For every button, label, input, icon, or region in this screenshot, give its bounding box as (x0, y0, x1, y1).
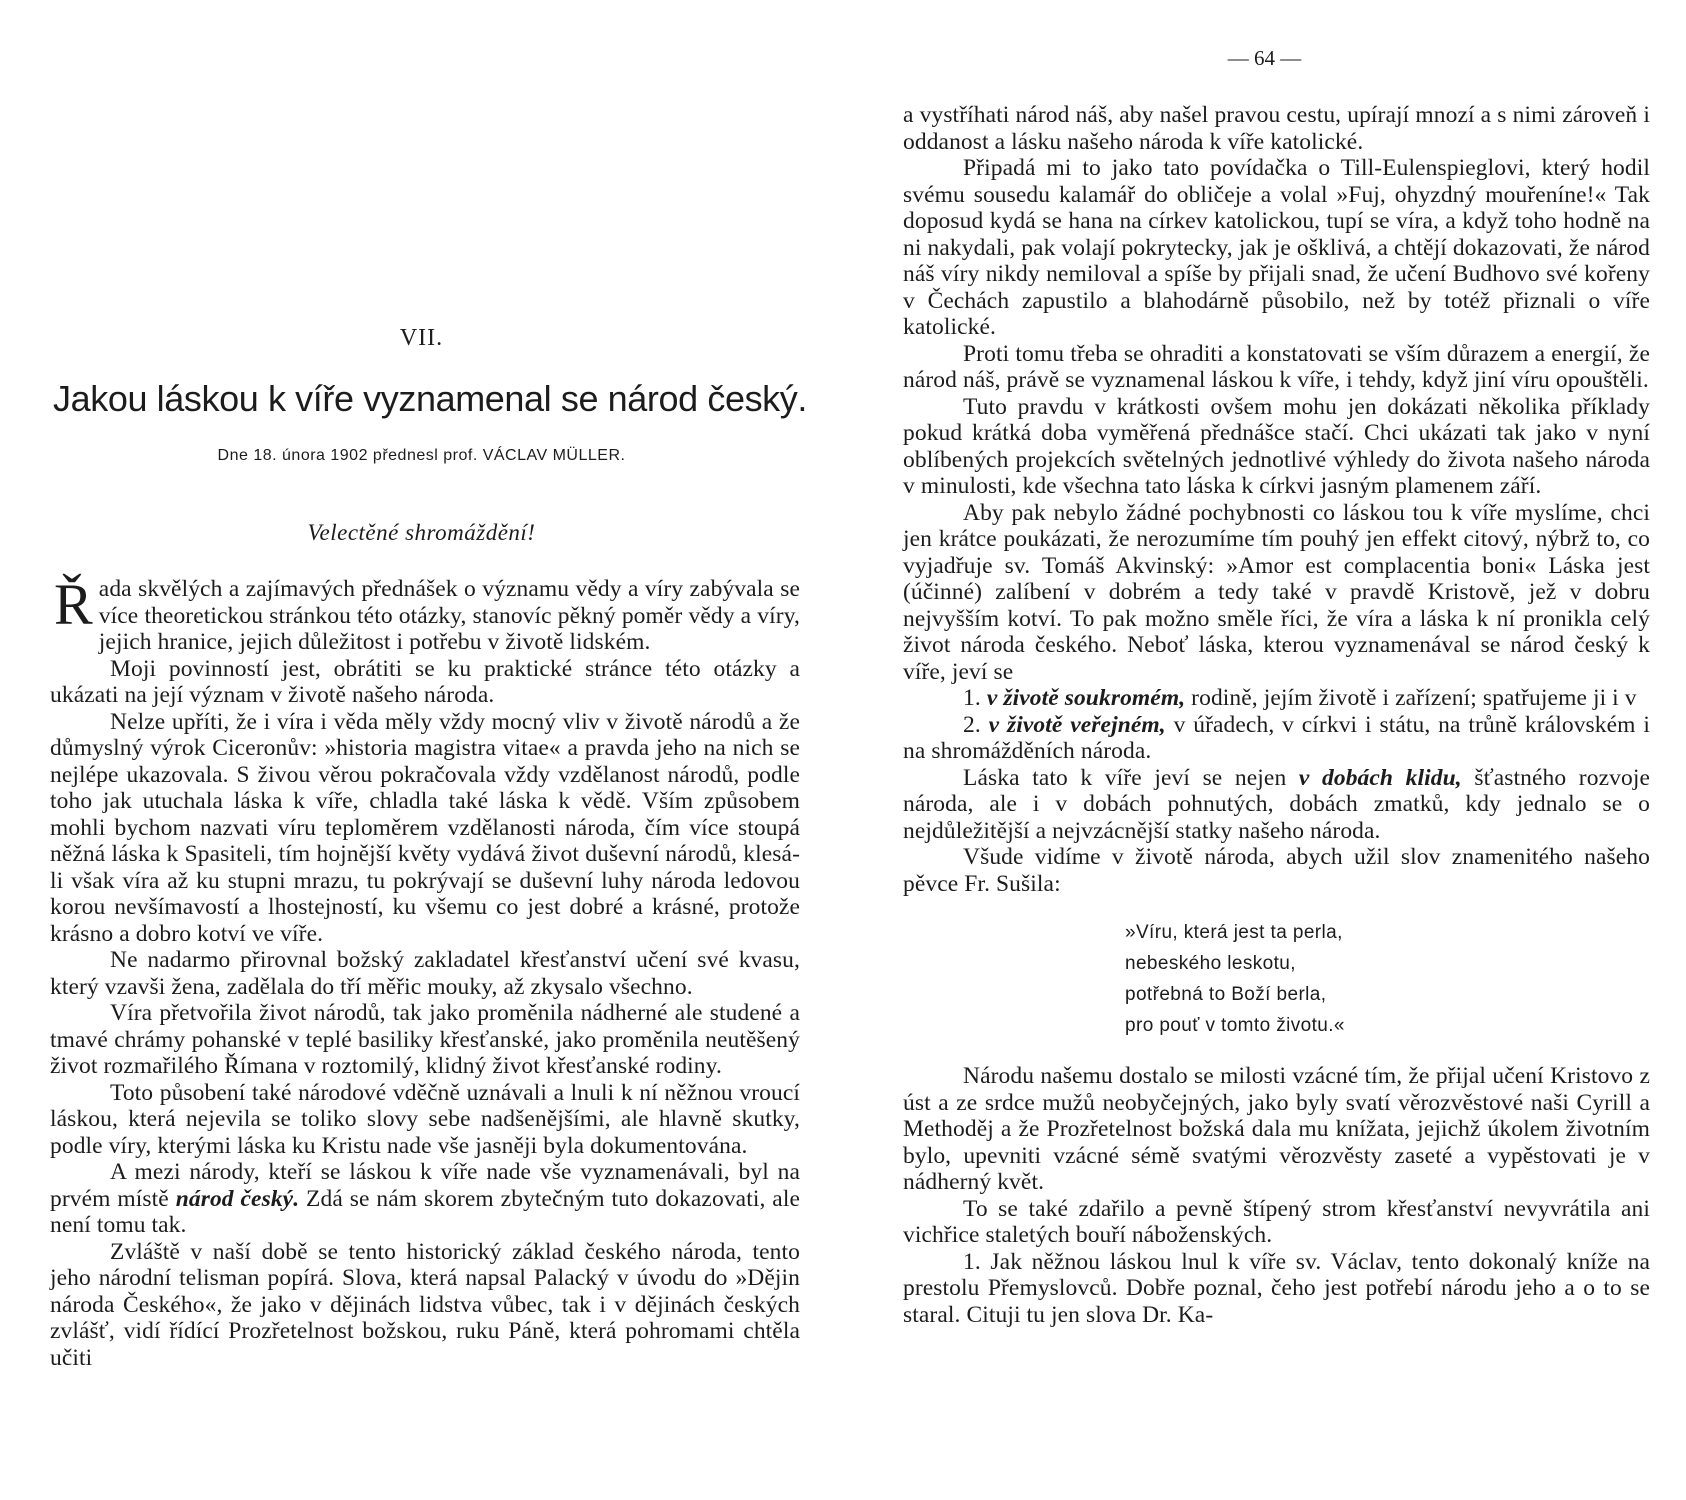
poem-line: pro pouť v tomto životu.« (1125, 1015, 1345, 1036)
paragraph: Moji povinností jest, obrátiti se ku praktické stránce této otázky a ukázati na její význam v životě našeho národa. (50, 655, 800, 708)
poem-line: potřebná to Boží berla, (1125, 984, 1327, 1005)
paragraph: Víra přetvořila život národů, tak jako proměnila nádherné ale studené a tmavé chrámy pohanské v teplé basiliky křesťanské, jako proměnila neutěšený život rozmařilého Římana v roztomilý, klidný život křesťanské rodiny. (50, 1000, 800, 1079)
paragraph-text: šťastného rozvoje národa, ale i v dobách pohnutých, dobách zmatků, kdy jednalo se o nejdůležitější a nejvzácnější statky našeho národa. (903, 764, 1650, 844)
paragraph: Nelze upříti, že i víra i věda měly vždy mocný vliv v životě národů a že důmyslný výrok Ciceronův: »historia magistra vitae« a pravda jeho na nich se nejlépe ukazovala. S živou věrou pokračovala vždy vzdělanost národů, podle toho jak utuchala láska k víře, chladla také láska k vědě. Vším způsobem mohli bychom nazvati víru teploměrem vzdělanosti národa, čím více stoupá něžná láska k Spasiteli, tím hojnější květy vydává život duševní národů, klesá-li však víra až ku stupni mrazu, tu pokrývají se duševní luhy národa ledovou korou nevšímavostí a lhostejností, ku všemu co jest dobré a krásné, protože krásno a dobro kotví ve víře. (50, 708, 800, 947)
poem-line: »Víru, která jest ta perla, (1125, 922, 1343, 943)
paragraph: Ne nadarmo přirovnal božský zakladatel křesťanství učení své kvasu, který vzavši žena, zadělala do tří měřic mouky, až zkysalo všechno. (50, 947, 800, 1000)
paragraph: Všude vidíme v životě národa, abych užil slov znamenitého našeho pěvce Fr. Sušila: (903, 844, 1650, 897)
list-number: 1. (963, 685, 981, 711)
list-number: 2. (963, 711, 981, 738)
paragraph (50, 1159, 800, 1239)
paragraph: Tuto pravdu v krátkosti ovšem mohu jen dokázati několika příklady pokud krátká doba vyměřená přednášce stačí. Chci ukázati tak jako v nyní oblíbených projekcích světelných jednotlivé výhledy do života našeho národa v minulosti, kde všechna tato láska k církvi jasným plamenem září. (903, 393, 1650, 499)
paragraph: Aby pak nebylo žádné pochybnosti co láskou tou k víře myslíme, chci jen krátce poukázati, že nerozumíme tím pouhý jen effekt citový, nýbrž to, co vyjadřuje sv. Tomáš Akvinský: »Amor est complacentia boni« Láska jest (účinné) zalíbení v dobrém a tedy také v pravdě Kristově, jež v dobru nejvyšším kotví. To pak možno směle říci, že víra a láska k ní pronikla celý život národa českého. Neboť láska, kterou vyznamenával se národ český k víře, jeví se (903, 499, 1650, 685)
list-item (903, 685, 1650, 712)
right-text-column (903, 102, 1650, 1328)
paragraph: Proti tomu třeba se ohraditi a konstatovati se vším důrazem a energií, že národ náš, právě se vyznamenal láskou k víře, i tehdy, když jiní víru opouštěli. (903, 340, 1650, 393)
paragraph-text: Láska tato k víře jeví se nejen (963, 764, 1299, 791)
paragraph: Připadá mi to jako tato povídačka o Till-Eulenspieglovi, který hodil svému sousedu kalamář do obličeje a volal »Fuj, ohyzdný mouřeníne!« Tak doposud kydá se hana na církev katolickou, tupí se víra, a když toho hodně na ni nakydali, pak volají pokrytecky, jak je ošklivá, a chtějí dokazovati, že národ náš víry nikdy nemiloval a spíše by přijali snad, že učení Budhovo své kořeny v Čechách zapustilo a blahodárně působilo, než by totéž přiznali o víře katolické. (903, 155, 1650, 340)
paragraph: Národu našemu dostalo se milosti vzácné tím, že přijal učení Kristovo z úst a ze srdce mužů neobyčejných, jako byly svatí věrozvěstové naši Cyrill a Methoděj a že Prozřetelnost božská dala mu knížata, jejichž úkolem životním bylo, upevniti vzácné sémě svatými věrozvěsty zaseté a vypěstovati je v nádherný květ. (903, 1063, 1650, 1195)
left-text-column (50, 572, 800, 1371)
paragraph-text: Zdá se nám skorem zbytečným tuto dokazovati, ale není tomu tak. (50, 1185, 800, 1238)
salutation: Velectěné shromáždění! (307, 520, 536, 545)
paragraph-text: A mezi národy, kteří se láskou k víře nade vše vyznamenávali, byl na prvém místě (50, 1159, 800, 1212)
paragraph (50, 572, 800, 656)
right-page (843, 0, 1686, 1500)
chapter-number: VII. (399, 325, 444, 351)
paragraph: 1. Jak něžnou láskou lnul k víře sv. Václav, tento dokonalý kníže na prestolu Přemyslovců. Dobře poznal, čeho jest potřebí národu jeho a o to se staral. Cituji tu jen slova Dr. Ka- (903, 1248, 1650, 1328)
emphasis-text: v životě veřejném, (988, 711, 1166, 738)
paragraph: a vystříhati národ náš, aby našel pravou cestu, upírají mnozí a s nimi zároveň i oddanost a lásku našeho národa k víře katolické. (903, 102, 1650, 155)
paragraph: Toto působení také národové vděčně uznávali a lnuli k ní něžnou vroucí láskou, která nejevila se toliko slovy sebe nadšenějšími, ale hlavně skutky, podle víry, kterými láska ku Kristu nade vše jasněji byla dokumentována. (50, 1079, 800, 1159)
paragraph: Zvláště v naší době se tento historický základ českého národa, tento jeho národní telisman popírá. Slova, která napsal Palacký v úvodu do »Dějin národa Českého«, že jako v dějinách lidstva vůbec, tak i v dějinách českých zvlášť, vidí řídící Prozřetelnost božskou, ruku Páně, která pohromami chtěla učiti (50, 1238, 800, 1371)
paragraph-text: v úřadech, v církvi i státu, na trůně královském i na shromážděních národa. (903, 711, 1651, 764)
list-item (903, 712, 1650, 765)
drop-cap: Ř (54, 572, 93, 637)
paragraph: To se také zdařilo a pevně štípený strom křesťanství nevyvrátila ani vichřice staletých bouří náboženských. (903, 1195, 1650, 1248)
emphasis-text: národ český. (175, 1185, 300, 1212)
page-number: — 64 — (1227, 46, 1302, 70)
paragraph-text: ada skvělých a zajímavých přednášek o významu vědy a víry zabývala se více theoretickou stránkou této otázky, stanovíc pěkný poměr vědy a víry, jejich hranice, jejich důležitost i potřebu v životě lidském. (98, 576, 800, 655)
emphasis-text: v životě soukromém, (986, 685, 1186, 711)
emphasis-text: v dobách klidu, (1298, 764, 1462, 791)
poem-line: nebeského leskotu, (1125, 953, 1296, 974)
paragraph-text: rodině, jejím životě i zařízení; spatřujeme ji i v (1185, 685, 1637, 711)
poem-quote (1125, 917, 1650, 1041)
paragraph (903, 765, 1650, 845)
byline: Dne 18. února 1902 přednesl prof. VÁCLAV MÜLLER. (217, 447, 626, 464)
chapter-title: Jakou láskou k víře vyznamenal se národ český. (53, 378, 807, 419)
